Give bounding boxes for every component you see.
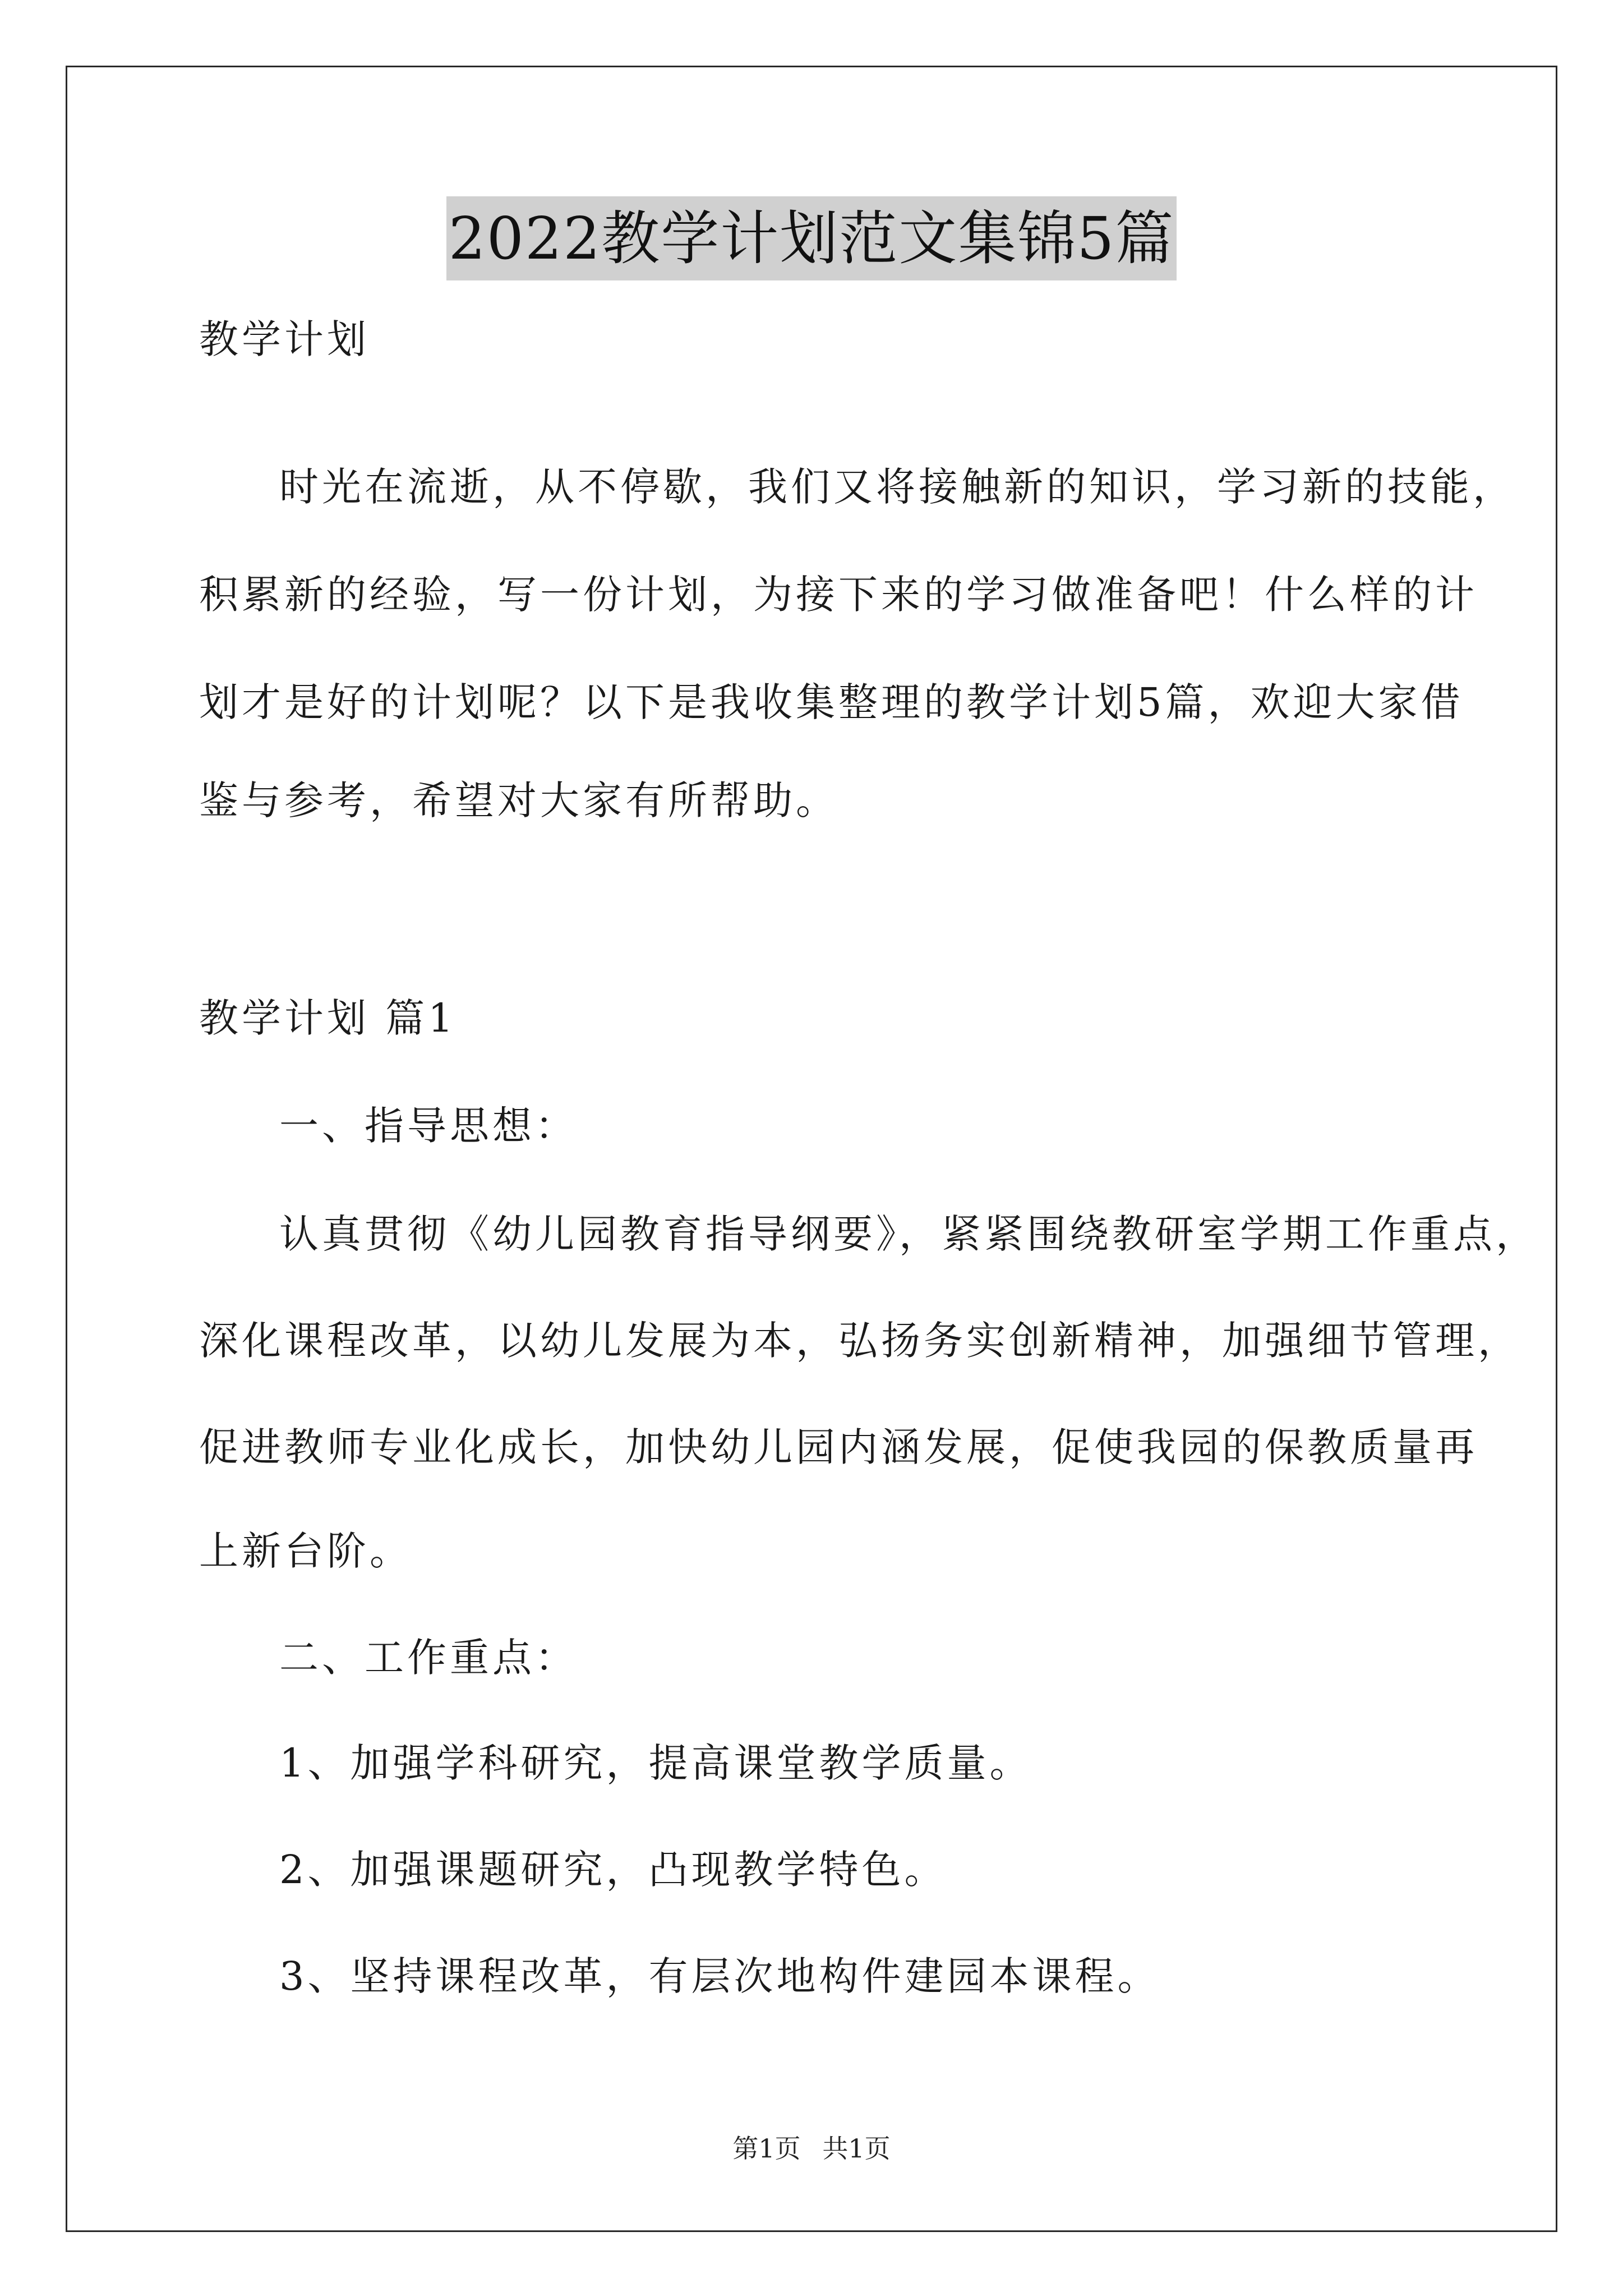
s1-focus-heading: 二、工作重点：	[279, 1635, 578, 1681]
page-number-total: 共1页	[822, 2133, 891, 2164]
intro-line-1: 时光在流逝，从不停歇，我们又将接触新的知识，学习新的技能，	[279, 464, 1515, 510]
intro-line-4: 鉴与参考，希望对大家有所帮助。	[199, 777, 838, 823]
title-container	[0, 196, 1623, 280]
document-title: 2022教学计划范文集锦5篇	[446, 196, 1177, 280]
s1-item-2: 2、加强课题研究，凸现教学特色。	[279, 1847, 947, 1893]
page-number-current: 第1页	[732, 2133, 801, 2164]
s1-para-line-1: 认真贯彻《幼儿园教育指导纲要》，紧紧围绕教研室学期工作重点，	[279, 1211, 1538, 1257]
s1-item-1: 1、加强学科研究，提高课堂教学质量。	[279, 1740, 1032, 1786]
s1-para-line-4: 上新台阶。	[199, 1528, 412, 1574]
page-footer	[0, 2132, 1623, 2165]
intro-line-3: 划才是好的计划呢？以下是我收集整理的教学计划5篇，欢迎大家借	[199, 679, 1464, 725]
s1-item-3: 3、坚持课程改革，有层次地构件建园本课程。	[279, 1953, 1160, 1999]
s1-para-line-2: 深化课程改革，以幼儿发展为本，弘扬务实创新精神，加强细节管理，	[199, 1318, 1520, 1364]
s1-para-line-3: 促进教师专业化成长，加快幼儿园内涵发展，促使我园的保教质量再	[199, 1424, 1478, 1470]
section1-heading: 教学计划 篇1	[199, 995, 457, 1041]
intro-line-2: 积累新的经验，写一份计划，为接下来的学习做准备吧！什么样的计	[199, 572, 1478, 618]
s1-guiding-heading: 一、指导思想：	[279, 1103, 578, 1149]
intro-heading: 教学计划	[199, 316, 370, 362]
